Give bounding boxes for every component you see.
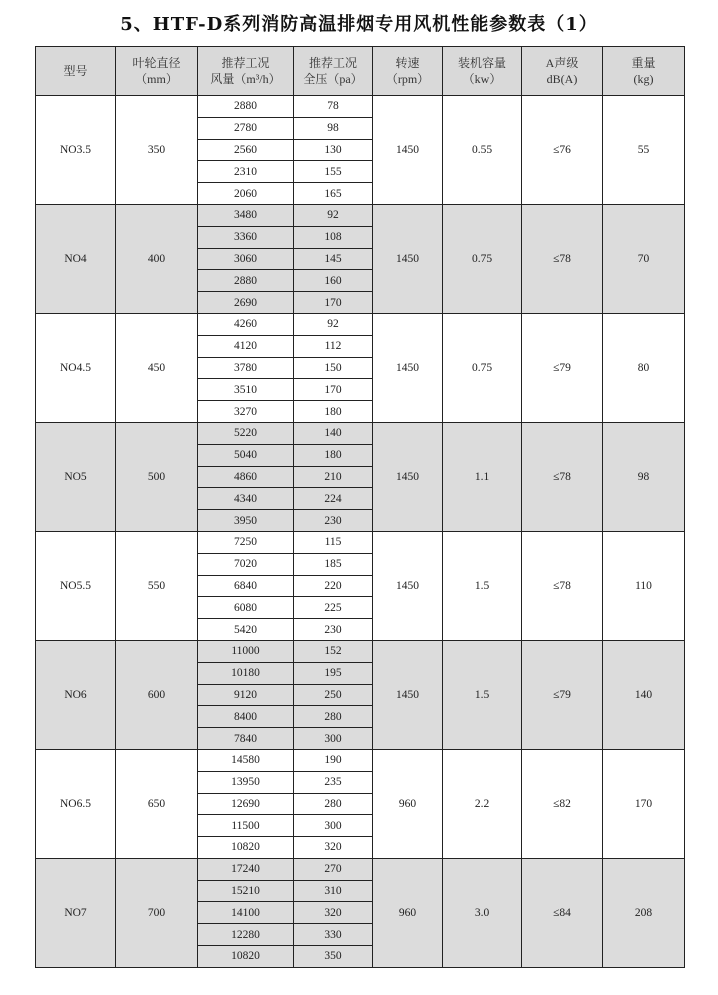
rpm-cell: 1450 (373, 640, 443, 749)
flow-cell: 9120 (198, 684, 294, 706)
table-row (36, 531, 685, 553)
flow-cell: 11000 (198, 640, 294, 662)
flow-cell: 2690 (198, 292, 294, 314)
flow-cell: 7840 (198, 728, 294, 750)
noise-cell: ≤79 (522, 313, 603, 422)
pressure-cell: 152 (294, 640, 373, 662)
pressure-cell: 225 (294, 597, 373, 619)
page-title: 5、HTF-D系列消防高温排烟专用风机性能参数表（1） (120, 14, 598, 35)
pressure-cell: 230 (294, 619, 373, 641)
diameter-cell: 500 (116, 422, 198, 531)
pressure-cell: 112 (294, 335, 373, 357)
pressure-cell: 220 (294, 575, 373, 597)
pressure-cell: 300 (294, 728, 373, 750)
diameter-cell: 450 (116, 313, 198, 422)
table-row (36, 640, 685, 662)
pressure-cell: 320 (294, 902, 373, 924)
rpm-cell: 1450 (373, 422, 443, 531)
flow-cell: 3950 (198, 510, 294, 532)
header-line2: （kw） (462, 72, 502, 86)
flow-cell: 2560 (198, 139, 294, 161)
table-row (36, 204, 685, 226)
fan-parameter-table (35, 46, 685, 968)
pressure-cell: 150 (294, 357, 373, 379)
pressure-cell: 320 (294, 837, 373, 859)
flow-cell: 3480 (198, 204, 294, 226)
header-line2: （mm） (135, 72, 178, 86)
flow-cell: 7250 (198, 531, 294, 553)
power-cell: 1.5 (443, 531, 522, 640)
table-row (36, 96, 685, 118)
noise-cell: ≤78 (522, 531, 603, 640)
pressure-cell: 98 (294, 117, 373, 139)
flow-cell: 4120 (198, 335, 294, 357)
flow-cell: 2880 (198, 96, 294, 118)
pressure-cell: 170 (294, 379, 373, 401)
noise-cell: ≤76 (522, 96, 603, 205)
diameter-cell: 700 (116, 858, 198, 967)
pressure-cell: 108 (294, 226, 373, 248)
power-cell: 1.1 (443, 422, 522, 531)
flow-cell: 3780 (198, 357, 294, 379)
rpm-cell: 1450 (373, 531, 443, 640)
pressure-cell: 250 (294, 684, 373, 706)
pressure-cell: 115 (294, 531, 373, 553)
noise-cell: ≤82 (522, 749, 603, 858)
rpm-cell: 960 (373, 858, 443, 967)
diameter-cell: 600 (116, 640, 198, 749)
pressure-cell: 140 (294, 422, 373, 444)
noise-cell: ≤78 (522, 204, 603, 313)
flow-cell: 5220 (198, 422, 294, 444)
pressure-cell: 195 (294, 662, 373, 684)
header-noise (522, 47, 603, 96)
header-flow (198, 47, 294, 96)
model-cell: NO6.5 (36, 749, 116, 858)
diameter-cell: 550 (116, 531, 198, 640)
header-line1: 推荐工况 (221, 56, 270, 70)
flow-cell: 5420 (198, 619, 294, 641)
flow-cell: 2780 (198, 117, 294, 139)
weight-cell: 110 (603, 531, 685, 640)
flow-cell: 2310 (198, 161, 294, 183)
pressure-cell: 280 (294, 793, 373, 815)
table-row (36, 313, 685, 335)
header-line2: （rpm） (385, 72, 430, 86)
header-line2: 风量（m³/h） (210, 72, 281, 86)
header-row (36, 47, 685, 96)
header-line1: 重量 (631, 56, 656, 70)
model-cell: NO5 (36, 422, 116, 531)
pressure-cell: 310 (294, 880, 373, 902)
pressure-cell: 224 (294, 488, 373, 510)
flow-cell: 10820 (198, 837, 294, 859)
flow-cell: 8400 (198, 706, 294, 728)
power-cell: 0.55 (443, 96, 522, 205)
flow-cell: 12280 (198, 924, 294, 946)
weight-cell: 55 (603, 96, 685, 205)
pressure-cell: 300 (294, 815, 373, 837)
model-cell: NO6 (36, 640, 116, 749)
weight-cell: 80 (603, 313, 685, 422)
pressure-cell: 180 (294, 444, 373, 466)
noise-cell: ≤79 (522, 640, 603, 749)
weight-cell: 208 (603, 858, 685, 967)
flow-cell: 10180 (198, 662, 294, 684)
header-model (36, 47, 116, 96)
flow-cell: 11500 (198, 815, 294, 837)
pressure-cell: 185 (294, 553, 373, 575)
pressure-cell: 210 (294, 466, 373, 488)
flow-cell: 4260 (198, 313, 294, 335)
header-pressure (294, 47, 373, 96)
pressure-cell: 165 (294, 183, 373, 205)
model-cell: NO4.5 (36, 313, 116, 422)
flow-cell: 6080 (198, 597, 294, 619)
rpm-cell: 1450 (373, 204, 443, 313)
table-row (36, 749, 685, 771)
pressure-cell: 180 (294, 401, 373, 423)
flow-cell: 4340 (198, 488, 294, 510)
pressure-cell: 330 (294, 924, 373, 946)
flow-cell: 3510 (198, 379, 294, 401)
flow-cell: 3270 (198, 401, 294, 423)
power-cell: 2.2 (443, 749, 522, 858)
pressure-cell: 280 (294, 706, 373, 728)
flow-cell: 10820 (198, 946, 294, 968)
pressure-cell: 92 (294, 313, 373, 335)
diameter-cell: 350 (116, 96, 198, 205)
rpm-cell: 1450 (373, 313, 443, 422)
weight-cell: 70 (603, 204, 685, 313)
pressure-cell: 350 (294, 946, 373, 968)
flow-cell: 3060 (198, 248, 294, 270)
diameter-cell: 400 (116, 204, 198, 313)
table-row (36, 422, 685, 444)
header-rpm (373, 47, 443, 96)
model-cell: NO4 (36, 204, 116, 313)
pressure-cell: 160 (294, 270, 373, 292)
header-line1: 装机容量 (457, 56, 506, 70)
model-cell: NO3.5 (36, 96, 116, 205)
model-cell: NO7 (36, 858, 116, 967)
flow-cell: 14100 (198, 902, 294, 924)
table-row (36, 858, 685, 880)
flow-cell: 17240 (198, 858, 294, 880)
power-cell: 0.75 (443, 204, 522, 313)
header-line1: A声级 (545, 56, 579, 70)
model-cell: NO5.5 (36, 531, 116, 640)
pressure-cell: 78 (294, 96, 373, 118)
power-cell: 3.0 (443, 858, 522, 967)
flow-cell: 12690 (198, 793, 294, 815)
noise-cell: ≤84 (522, 858, 603, 967)
power-cell: 1.5 (443, 640, 522, 749)
header-diameter (116, 47, 198, 96)
pressure-cell: 155 (294, 161, 373, 183)
header-power (443, 47, 522, 96)
flow-cell: 15210 (198, 880, 294, 902)
power-cell: 0.75 (443, 313, 522, 422)
flow-cell: 6840 (198, 575, 294, 597)
header-weight (603, 47, 685, 96)
diameter-cell: 650 (116, 749, 198, 858)
pressure-cell: 190 (294, 749, 373, 771)
header-line1: 推荐工况 (308, 56, 357, 70)
flow-cell: 4860 (198, 466, 294, 488)
flow-cell: 2060 (198, 183, 294, 205)
pressure-cell: 130 (294, 139, 373, 161)
pressure-cell: 145 (294, 248, 373, 270)
flow-cell: 2880 (198, 270, 294, 292)
header-line2: 全压（pa） (303, 72, 363, 86)
header-line1: 型号 (63, 64, 88, 78)
pressure-cell: 235 (294, 771, 373, 793)
flow-cell: 14580 (198, 749, 294, 771)
rpm-cell: 1450 (373, 96, 443, 205)
pressure-cell: 270 (294, 858, 373, 880)
flow-cell: 3360 (198, 226, 294, 248)
header-line1: 叶轮直径 (132, 56, 181, 70)
flow-cell: 7020 (198, 553, 294, 575)
flow-cell: 13950 (198, 771, 294, 793)
pressure-cell: 170 (294, 292, 373, 314)
weight-cell: 140 (603, 640, 685, 749)
flow-cell: 5040 (198, 444, 294, 466)
weight-cell: 98 (603, 422, 685, 531)
header-line1: 转速 (395, 56, 420, 70)
pressure-cell: 230 (294, 510, 373, 532)
weight-cell: 170 (603, 749, 685, 858)
pressure-cell: 92 (294, 204, 373, 226)
noise-cell: ≤78 (522, 422, 603, 531)
header-line2: (kg) (633, 72, 654, 86)
rpm-cell: 960 (373, 749, 443, 858)
header-line2: dB(A) (546, 72, 578, 86)
